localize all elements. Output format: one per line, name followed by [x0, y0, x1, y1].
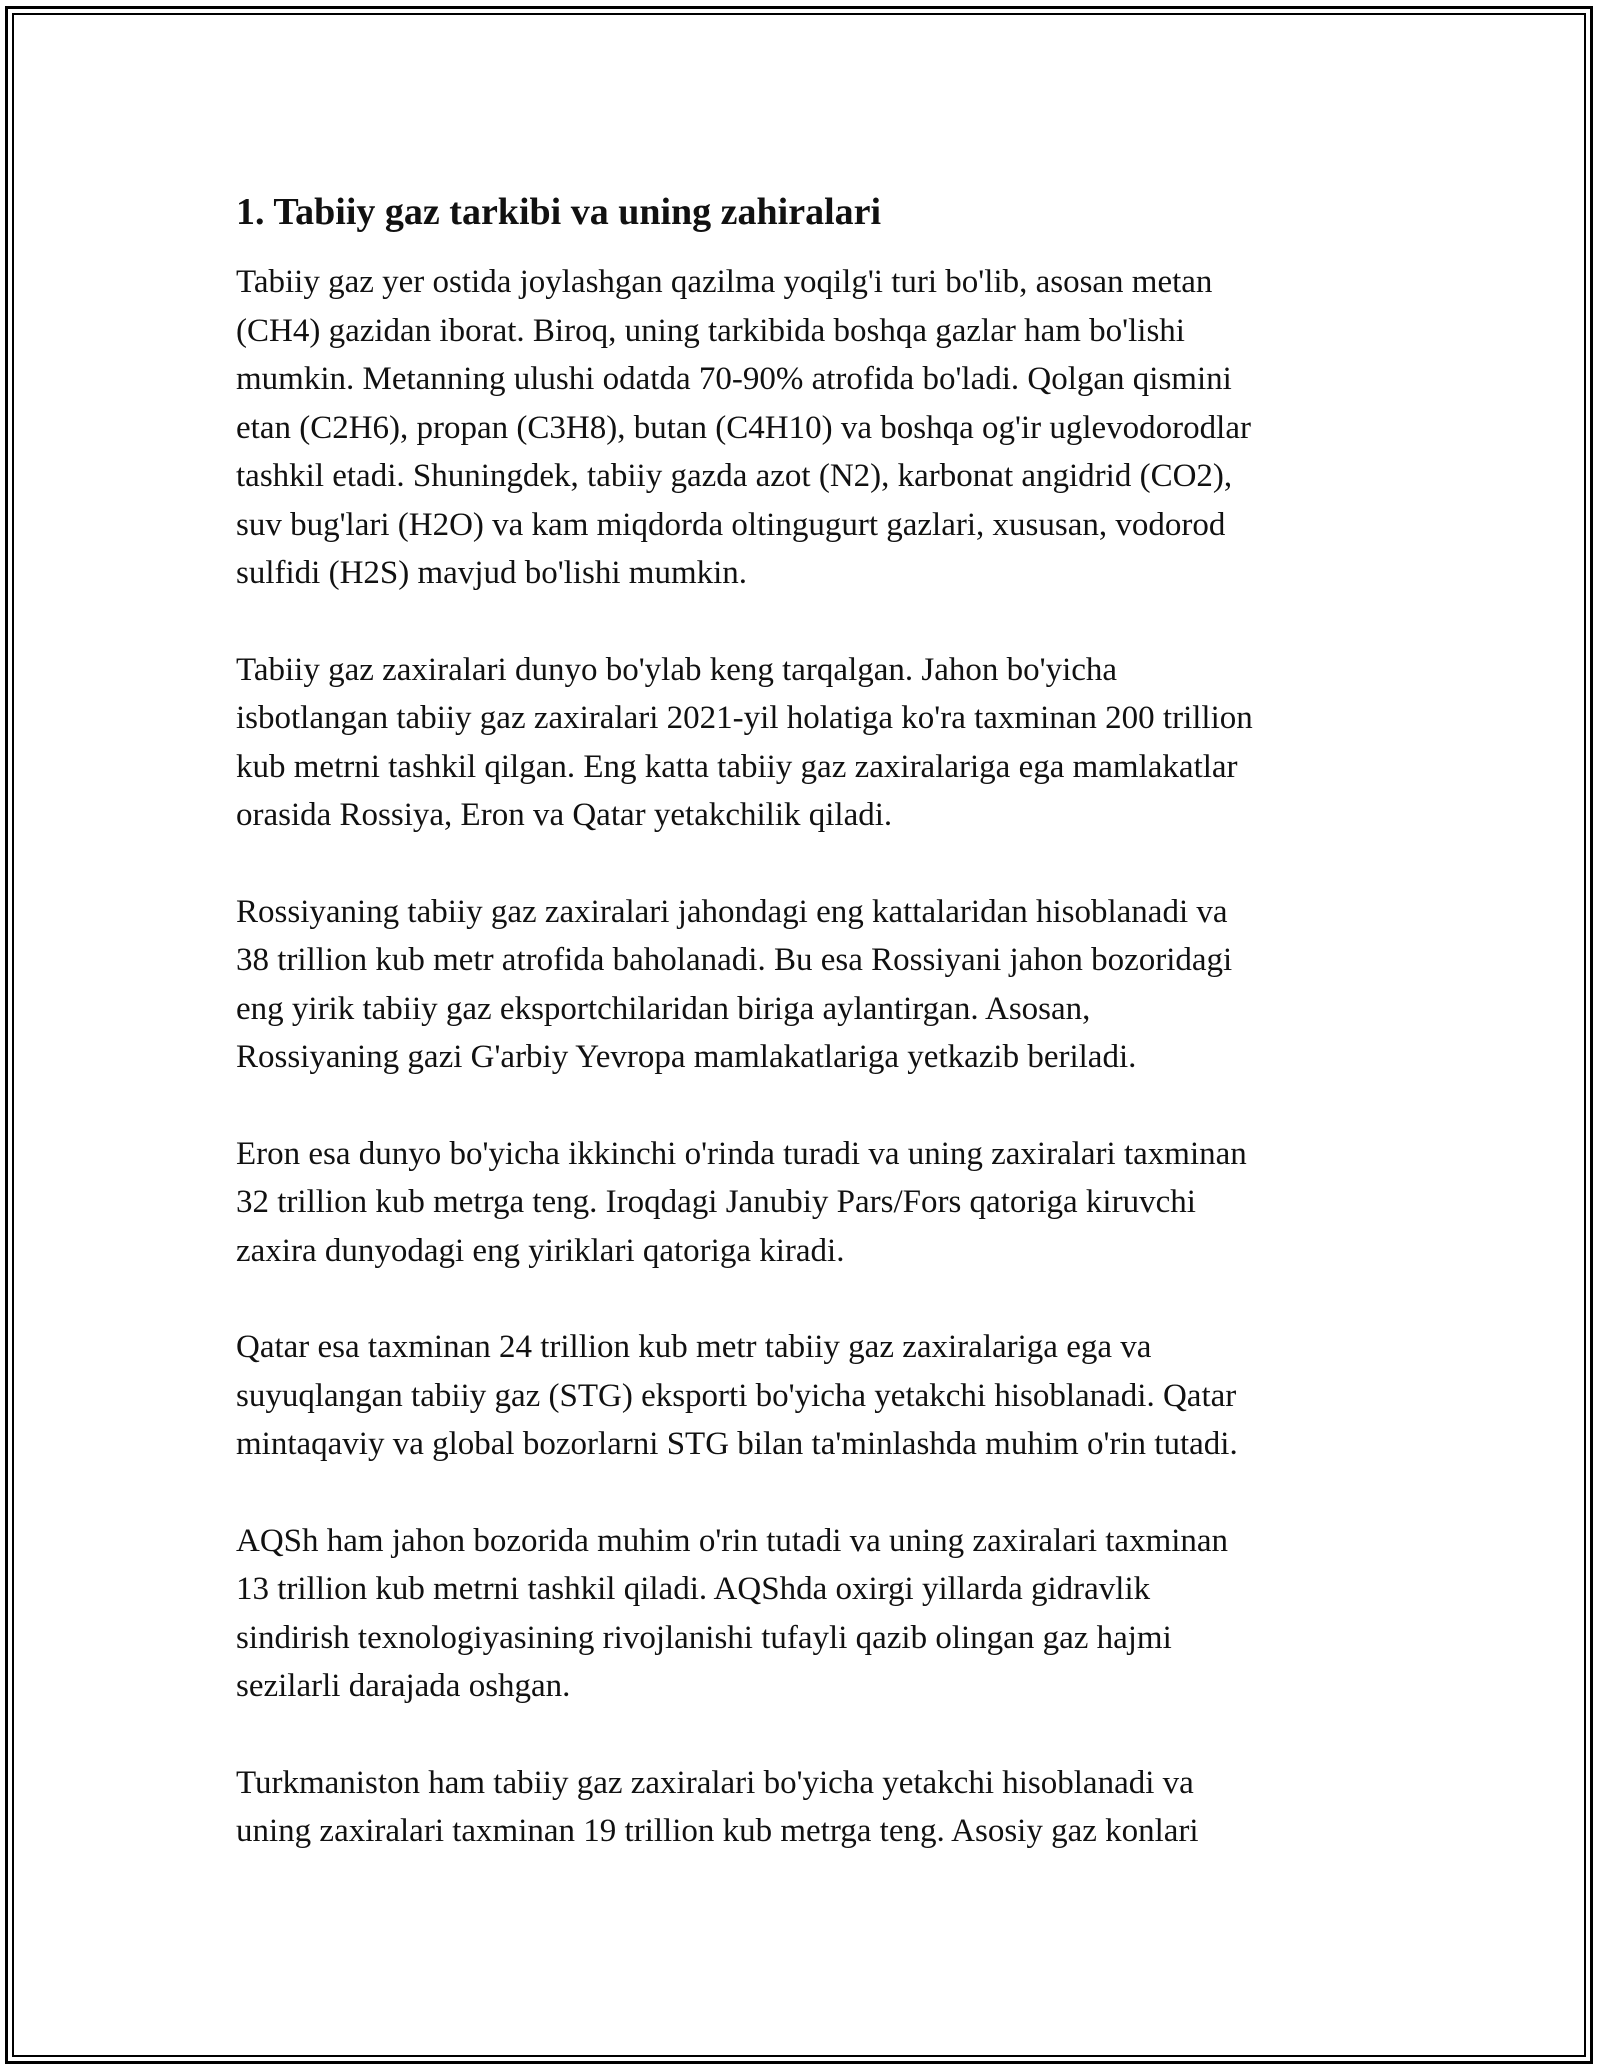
paragraph-russia: Rossiyaning tabiiy gaz zaxiralari jahondagi eng kattalaridan hisoblanadi va 38 trillion kub metr atrofida baholanadi. Bu esa Rossiyani jahon bozoridagi eng yirik tabiiy gaz eksportchilaridan biriga aylantirgan. Asosan, Rossiyaning gazi G'arbiy Yevropa mamlakatlariga yetkazib beriladi. — [236, 893, 1233, 1075]
paragraph-world-reserves: Tabiiy gaz zaxiralari dunyo bo'ylab keng tarqalgan. Jahon bo'yicha isbotlangan tabiiy gaz zaxiralari 2021-yil holatiga ko'ra taxminan 200 trillion kub metrni tashkil qilgan. Eng katta tabiiy gaz zaxiralariga ega mamlakatlar orasida Rossiya, Eron va Qatar yetakchilik qiladi. — [236, 651, 1253, 833]
paragraph-iran: Eron esa dunyo bo'yicha ikkinchi o'rinda turadi va uning zaxiralari taxminan 32 trillion kub metrga teng. Iroqdagi Janubiy Pars/Fors qatoriga kiruvchi zaxira dunyodagi eng yiriklari qatoriga kiradi. — [236, 1135, 1247, 1269]
document-body — [236, 186, 1376, 1904]
paragraph-qatar: Qatar esa taxminan 24 trillion kub metr tabiiy gaz zaxiralariga ega va suyuqlangan tabiiy gaz (STG) eksporti bo'yicha yetakchi hisoblanadi. Qatar mintaqaviy va global bozorlarni STG bilan ta'minlashda muhim o'rin tutadi. — [236, 1329, 1238, 1462]
section-heading: 1. Tabiiy gaz tarkibi va uning zahiralari — [236, 191, 882, 233]
paragraph-turkmenistan: Turkmaniston ham tabiiy gaz zaxiralari bo'yicha yetakchi hisoblanadi va uning zaxiralari taxminan 19 trillion kub metrga teng. Asosiy gaz konlari — [236, 1764, 1199, 1849]
paragraph-gas-composition: Tabiiy gaz yer ostida joylashgan qazilma yoqilg'i turi bo'lib, asosan metan (CH4) gazidan iborat. Biroq, uning tarkibida boshqa gazlar ham bo'lishi mumkin. Metanning ulushi odatda 70-90% atrofida bo'ladi. Qolgan qismini etan (C2H6), propan (C3H8), butan (C4H10) va boshqa og'ir uglevodorodlar tashkil etadi. Shuningdek, tabiiy gazda azot (N2), karbonat angidrid (CO2), suv bug'lari (H2O) va kam miqdorda oltingugurt gazlari, xususan, vodorod sulfidi (H2S) mavjud bo'lishi mumkin. — [236, 264, 1251, 591]
paragraph-usa: AQSh ham jahon bozorida muhim o'rin tutadi va uning zaxiralari taxminan 13 trillion kub metrni tashkil qiladi. AQShda oxirgi yillarda gidravlik sindirish texnologiyasining rivojlanishi tufayli qazib olingan gaz hajmi sezilarli darajada oshgan. — [236, 1522, 1229, 1704]
